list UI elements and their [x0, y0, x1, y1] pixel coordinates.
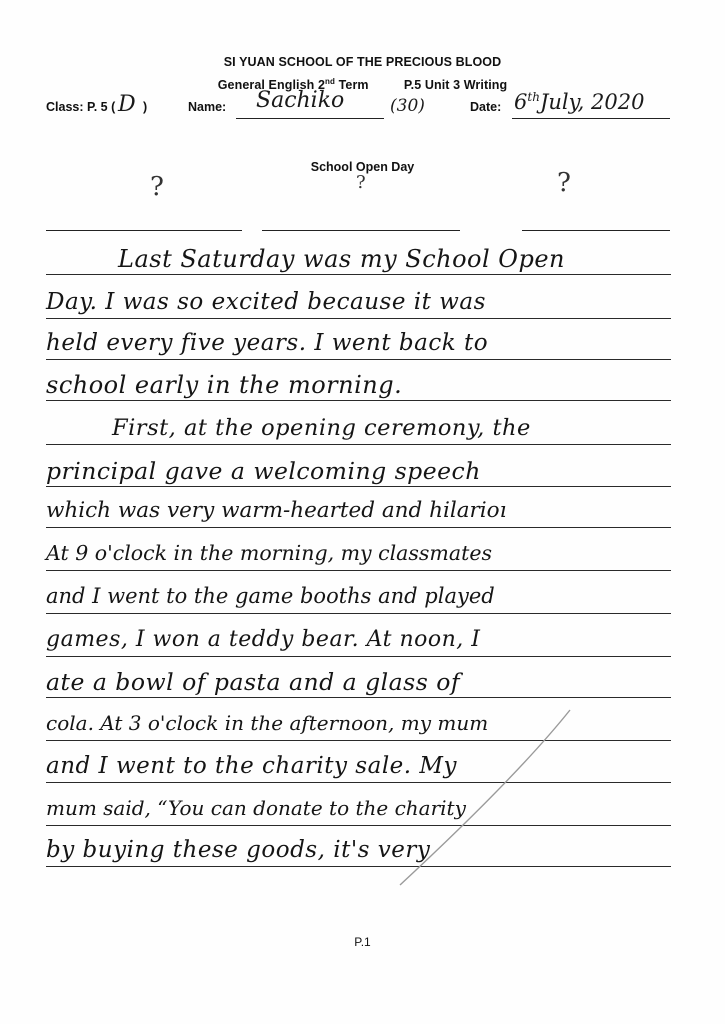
title-blank-2 — [262, 230, 460, 231]
scribble-mark-1: ? — [150, 172, 164, 202]
title-blank-3 — [522, 230, 670, 231]
name-label: Name: — [188, 100, 227, 114]
unit-label: P.5 Unit 3 Writing — [403, 78, 508, 93]
essay-line-12: cola. At 3 o'clock in the afternoon, my mum — [46, 711, 489, 735]
essay-line-10: games, I won a teddy bear. At noon, I — [46, 627, 481, 652]
date-rest: July, 2020 — [539, 90, 645, 114]
pencil-stroke-mark — [380, 700, 580, 900]
ruled-line — [46, 486, 671, 487]
date-suffix: th — [527, 90, 540, 104]
class-number: (30) — [390, 96, 425, 116]
ruled-line — [46, 359, 671, 360]
date-value — [514, 90, 644, 114]
essay-line-3: held every five years. I went back to — [46, 330, 489, 356]
name-value: Sachiko — [256, 88, 345, 113]
name-underline — [236, 118, 384, 119]
essay-line-11: ate a bowl of pasta and a glass of — [46, 668, 461, 696]
ruled-line — [46, 274, 671, 275]
title-blank-1 — [46, 230, 242, 231]
ruled-line — [46, 444, 671, 445]
ruled-line — [46, 697, 671, 698]
class-value: D — [118, 92, 136, 117]
term-suffix: nd — [325, 77, 336, 86]
class-label: Class: P. 5 ( — [46, 100, 116, 114]
page-number: P.1 — [354, 935, 371, 949]
essay-line-5: First, at the opening ceremony, the — [112, 415, 531, 441]
essay-line-14: mum said, “You can donate to the charity — [46, 796, 466, 820]
essay-line-8: At 9 o'clock in the morning, my classmates — [46, 541, 492, 565]
essay-line-13: and I went to the charity sale. My — [46, 753, 457, 779]
date-label: Date: — [470, 100, 502, 114]
essay-line-15: by buying these goods, it's very — [46, 837, 431, 863]
date-underline — [512, 118, 670, 119]
essay-title: School Open Day — [310, 160, 415, 174]
date-day: 6 — [514, 90, 528, 114]
ruled-line — [46, 318, 671, 319]
ruled-line — [46, 656, 671, 657]
essay-line-1: Last Saturday was my School Open — [118, 245, 566, 273]
scribble-mark-3: ? — [557, 168, 571, 198]
term-number: 2 — [317, 78, 326, 93]
essay-line-6: principal gave a welcoming speech — [46, 457, 481, 485]
subject-label: General English — [217, 78, 315, 93]
ruled-line — [46, 570, 671, 571]
essay-line-7: which was very warm-hearted and hilarioı — [46, 498, 507, 523]
ruled-line — [46, 400, 671, 401]
ruled-line — [46, 527, 671, 528]
class-close: ) — [143, 100, 148, 114]
ruled-line — [46, 613, 671, 614]
term-label: Term — [338, 78, 369, 93]
school-name: SI YUAN SCHOOL OF THE PRECIOUS BLOOD — [223, 55, 502, 69]
essay-line-4: school early in the morning. — [46, 371, 403, 399]
essay-line-9: and I went to the game booths and played — [46, 584, 495, 608]
essay-line-2: Day. I was so excited because it was — [46, 289, 486, 315]
scribble-mark-2: ? — [356, 172, 366, 193]
